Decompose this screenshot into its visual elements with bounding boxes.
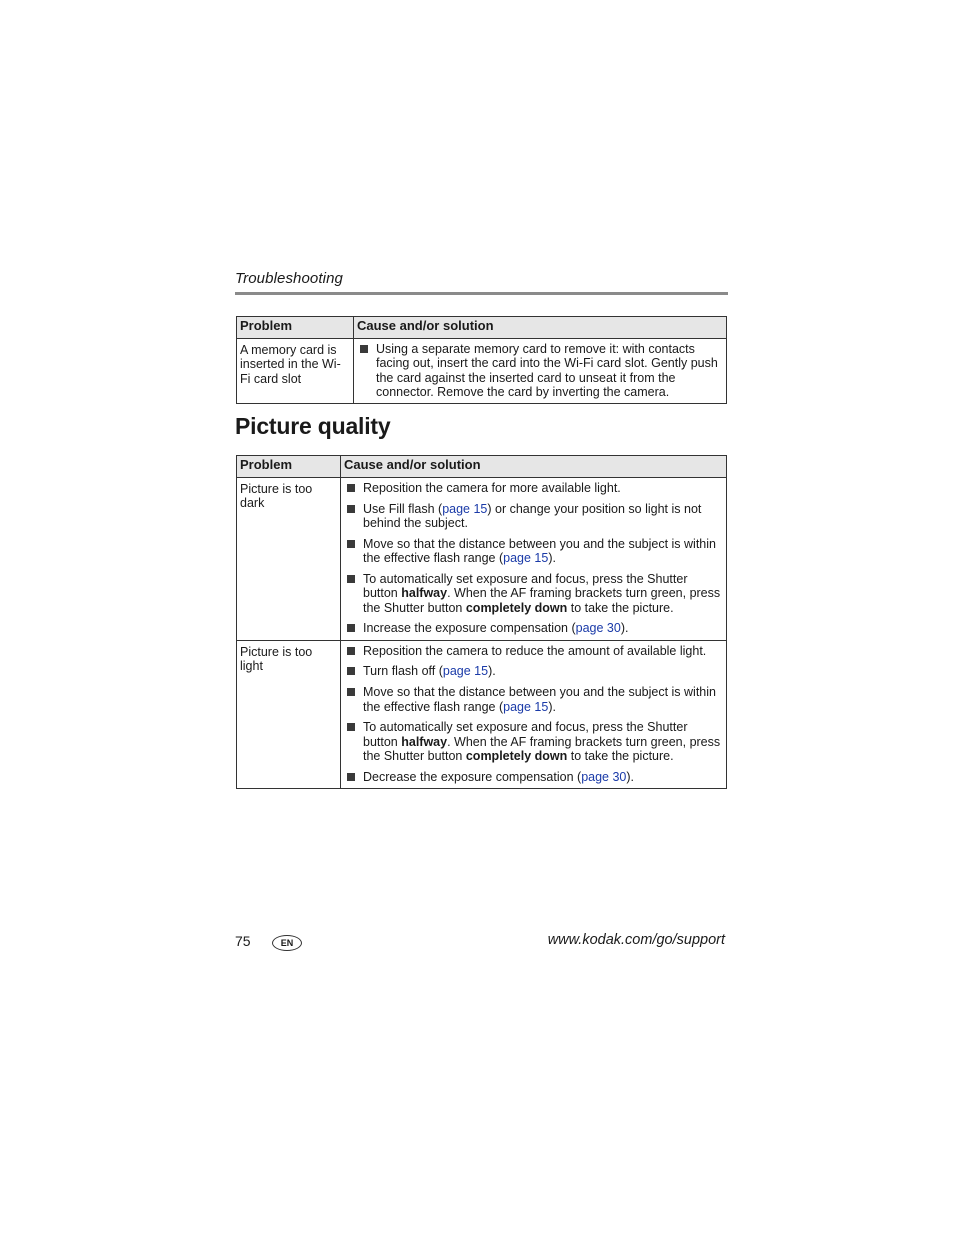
emphasis-text: completely down [465, 600, 568, 615]
header-rule [235, 292, 728, 295]
solution-text: Move so that the distance between you and the subject is within the effective flash range ( [363, 685, 716, 714]
solution-item [344, 770, 722, 784]
solution-text: Increase the exposure compensation ( [363, 621, 576, 636]
column-header-solution: Cause and/or solution [354, 317, 727, 339]
page-link[interactable]: page 15 [503, 551, 549, 566]
solution-text: Reposition the camera for more available light. [363, 481, 621, 495]
solution-text: Decrease the exposure compensation ( [363, 769, 582, 784]
table-body [237, 339, 727, 404]
solution-cell [354, 339, 727, 404]
solution-text: ). [626, 769, 635, 784]
page-link[interactable]: page 30 [581, 769, 627, 784]
solution-item [344, 685, 722, 714]
square-bullet-icon [347, 647, 355, 655]
solution-list [357, 342, 722, 399]
solution-text: ). [620, 621, 629, 636]
solution-text: Use Fill flash ( [363, 501, 443, 516]
square-bullet-icon [360, 345, 368, 353]
solution-cell [341, 478, 727, 641]
solution-item [344, 502, 722, 531]
solution-cell [341, 640, 727, 788]
solution-text: ). [548, 551, 556, 566]
square-bullet-icon [347, 540, 355, 548]
square-bullet-icon [347, 688, 355, 696]
section-title: Picture quality [235, 413, 391, 439]
solution-item [344, 644, 722, 658]
square-bullet-icon [347, 723, 355, 731]
troubleshooting-table-picture-quality [236, 455, 727, 789]
page-number: 75 [235, 933, 251, 949]
support-url[interactable]: www.kodak.com/go/support [547, 932, 725, 948]
solution-text: ). [488, 664, 496, 679]
solution-text: . When the AF framing brackets turn green, press the Shutter button [363, 586, 721, 615]
solution-text: Turn flash off ( [363, 664, 443, 679]
language-badge: EN [272, 935, 302, 951]
emphasis-text: completely down [465, 748, 568, 763]
table-body [237, 478, 727, 789]
problem-cell: Picture is too dark [237, 478, 341, 641]
solution-text: . When the AF framing brackets turn green, press the Shutter button [363, 734, 721, 763]
solution-list [344, 481, 722, 636]
square-bullet-icon [347, 773, 355, 781]
solution-list [344, 644, 722, 784]
problem-cell: Picture is too light [237, 640, 341, 788]
solution-text: to take the picture. [567, 748, 674, 763]
solution-item [344, 572, 722, 615]
running-head: Troubleshooting [235, 270, 343, 287]
square-bullet-icon [347, 575, 355, 583]
square-bullet-icon [347, 624, 355, 632]
problem-cell: A memory card is inserted in the Wi-Fi card slot [237, 339, 354, 404]
table-row [237, 339, 727, 404]
solution-text: ) or change your position so light is not behind the subject. [363, 501, 702, 531]
table-row [237, 640, 727, 788]
solution-text: Reposition the camera to reduce the amount of available light. [363, 643, 707, 658]
solution-item [357, 342, 722, 399]
solution-item [344, 537, 722, 566]
solution-text: To automatically set exposure and focus, press the Shutter button [363, 571, 688, 601]
page-link[interactable]: page 15 [442, 664, 489, 679]
solution-text: ). [548, 699, 556, 714]
solution-text: Using a separate memory card to remove it: with contacts facing out, insert the card into the Wi-Fi card slot. Gently push the card against the inserted card to unseat it from the connector. Remove the card by inverting the camera. [376, 342, 718, 399]
emphasis-text: halfway [401, 586, 448, 601]
column-header-problem: Problem [237, 456, 341, 478]
page-link[interactable]: page 15 [503, 699, 549, 714]
solution-item [344, 664, 722, 678]
table-header-row [237, 317, 727, 339]
table-header-row [237, 456, 727, 478]
solution-text: To automatically set exposure and focus, press the Shutter button [363, 720, 688, 749]
page-link[interactable]: page 30 [575, 621, 621, 636]
solution-text: to take the picture. [567, 600, 674, 615]
square-bullet-icon [347, 667, 355, 675]
solution-item [344, 621, 722, 635]
column-header-problem: Problem [237, 317, 354, 339]
solution-item [344, 720, 722, 763]
square-bullet-icon [347, 505, 355, 513]
solution-text: Move so that the distance between you and the subject is within the effective flash range ( [363, 536, 716, 566]
table-row [237, 478, 727, 641]
column-header-solution: Cause and/or solution [341, 456, 727, 478]
page-link[interactable]: page 15 [442, 501, 488, 516]
troubleshooting-table-wifi [236, 316, 727, 404]
solution-item [344, 481, 722, 495]
emphasis-text: halfway [401, 734, 448, 749]
square-bullet-icon [347, 484, 355, 492]
